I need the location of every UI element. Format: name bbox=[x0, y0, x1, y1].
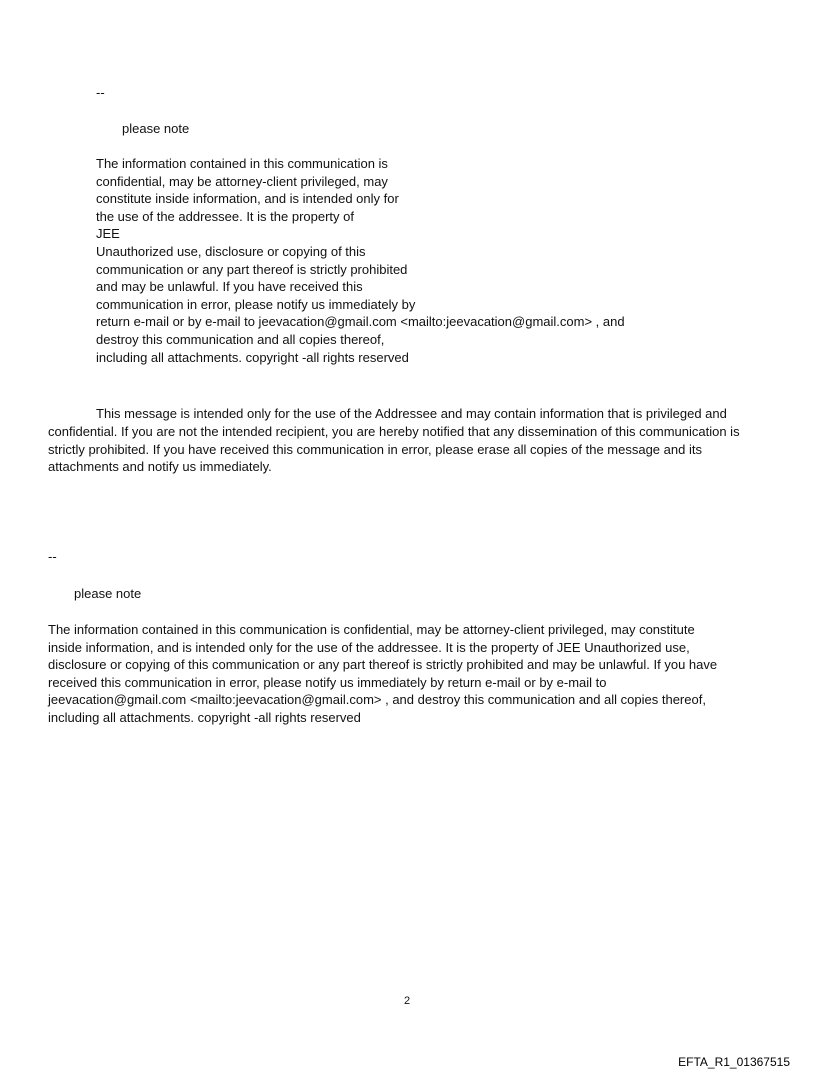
page-number: 2 bbox=[404, 995, 411, 1007]
disclaimer-line: return e-mail or by e-mail to jeevacation@gmail.com <mailto:jeevacation@gmail.com> , and bbox=[96, 314, 625, 330]
disclaimer-block-1 bbox=[96, 155, 625, 366]
separator-2: -- bbox=[48, 549, 57, 564]
note-heading-1: please note bbox=[122, 121, 190, 136]
disclaimer-line: confidential, may be attorney-client privileged, may bbox=[96, 173, 388, 189]
disclaimer-line: and may be unlawful. If you have received this bbox=[96, 279, 363, 295]
note-heading-2: please note bbox=[74, 586, 142, 601]
disclaimer-line: JEE bbox=[96, 226, 120, 242]
disclaimer-line: Unauthorized use, disclosure or copying of this bbox=[96, 243, 366, 259]
disclaimer-line: the use of the addressee. It is the property of bbox=[96, 208, 354, 224]
disclaimer-line: constitute inside information, and is intended only for bbox=[96, 191, 399, 207]
disclaimer-line: communication in error, please notify us immediately by bbox=[96, 296, 416, 312]
disclaimer-line: received this communication in error, please notify us immediately by return e-mail or by e-mail to bbox=[48, 674, 607, 690]
disclaimer-line: The information contained in this communication is confidential, may be attorney-client privileged, may constitute bbox=[48, 622, 695, 637]
disclaimer-line: including all attachments. copyright -all rights reserved bbox=[96, 349, 409, 365]
disclaimer-line: inside information, and is intended only for the use of the addressee. It is the property of JEE Unauthorized use, bbox=[48, 639, 690, 655]
disclaimer-line: communication or any part thereof is strictly prohibited bbox=[96, 261, 408, 277]
disclaimer-line: disclosure or copying of this communication or any part thereof is strictly prohibited and may be unlawful. If you have bbox=[48, 657, 718, 673]
disclaimer-line: destroy this communication and all copies thereof, bbox=[96, 331, 385, 347]
disclaimer-line: including all attachments. copyright -all rights reserved bbox=[48, 709, 361, 725]
addressee-notice: This message is intended only for the use of the Addressee and may contain information that is privileged and confidential. If you are not the intended recipient, you are hereby notified that any dissemination of this communication is strictly prohibited. If you have received this communication in error, please erase all copies of the message and its attachments and notify us immediately. bbox=[48, 406, 740, 475]
disclaimer-line: The information contained in this communication is bbox=[96, 156, 388, 171]
separator-1: -- bbox=[96, 85, 105, 100]
disclaimer-block-2 bbox=[48, 621, 717, 727]
bates-number: EFTA_R1_01367515 bbox=[678, 1055, 790, 1069]
disclaimer-line: jeevacation@gmail.com <mailto:jeevacation@gmail.com> , and destroy this communication and all copies thereof, bbox=[48, 692, 706, 708]
